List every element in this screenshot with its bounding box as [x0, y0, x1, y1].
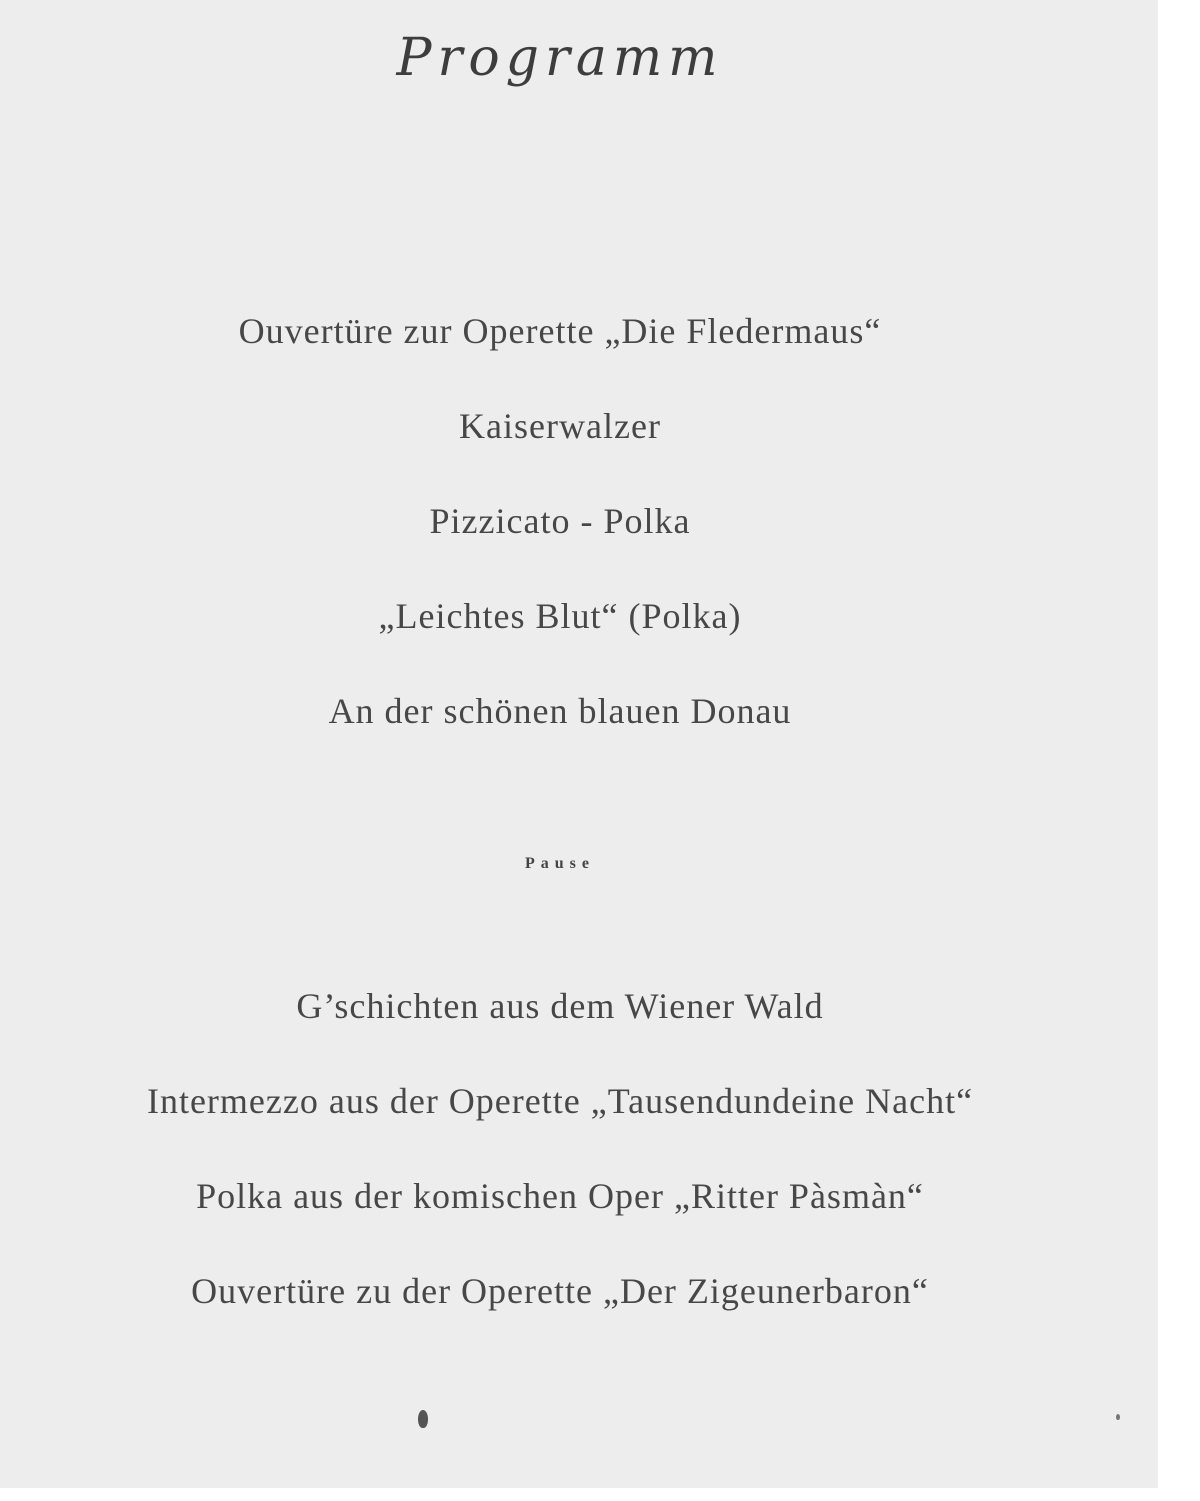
ink-speck — [1116, 1414, 1120, 1420]
program-item: „Leichtes Blut“ (Polka) — [378, 596, 742, 636]
program-item: Ouvertüre zur Operette „Die Fledermaus“ — [238, 311, 882, 351]
program-item: Ouvertüre zu der Operette „Der Zigeunerbaron“ — [191, 1271, 929, 1311]
program-item: Intermezzo aus der Operette „Tausendundeine Nacht“ — [146, 1081, 974, 1121]
ink-speck — [418, 1410, 428, 1428]
program-item: G’schichten aus dem Wiener Wald — [296, 986, 824, 1026]
program-item: An der schönen blauen Donau — [328, 691, 792, 731]
program-item: Pizzicato - Polka — [429, 501, 691, 541]
pause-label: Pause — [525, 855, 595, 872]
program-item: Polka aus der komischen Oper „Ritter Pàsmàn“ — [196, 1176, 924, 1216]
program-item: Kaiserwalzer — [459, 406, 661, 446]
page-title: Programm — [396, 28, 724, 88]
